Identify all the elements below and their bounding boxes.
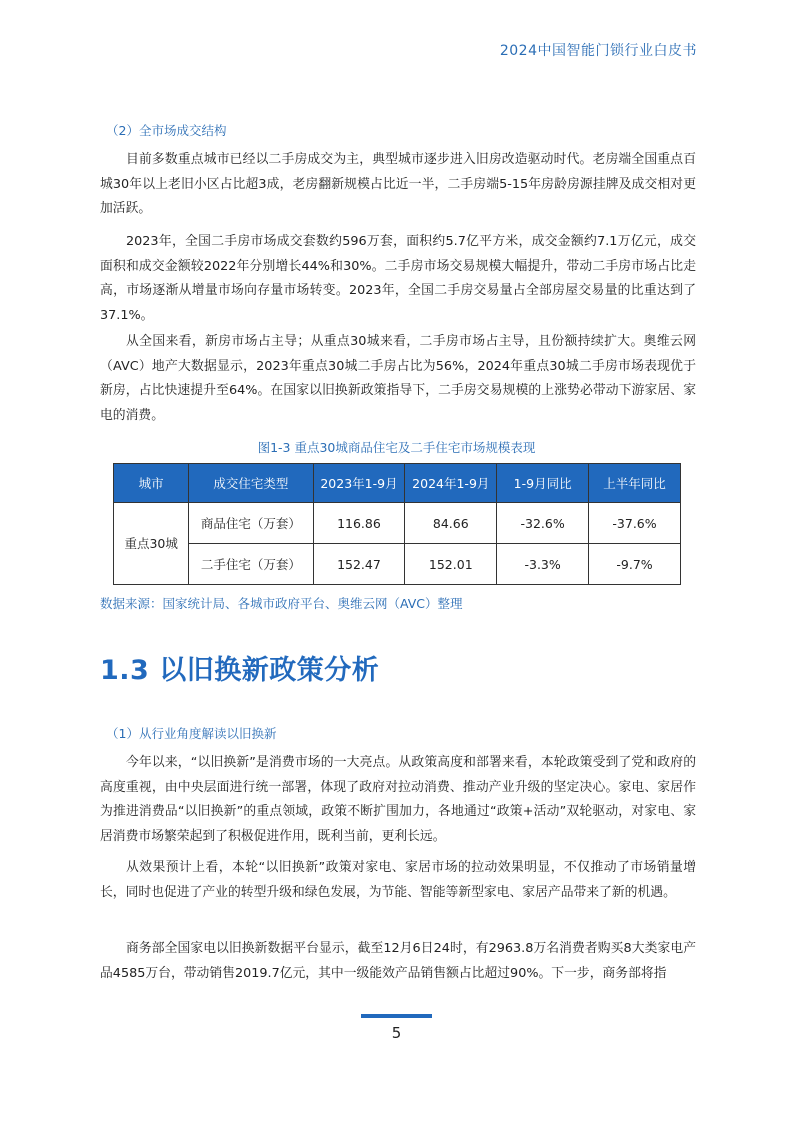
type-cell: 二手住宅（万套） (189, 544, 313, 585)
document-header-title: 2024中国智能门锁行业白皮书 (499, 43, 697, 59)
city-cell: 重点30城 (114, 503, 189, 585)
column-header-2024: 2024年1-9月 (405, 464, 497, 503)
column-header-city: 城市 (114, 464, 189, 503)
yoy-cell: -32.6% (497, 503, 589, 544)
table-row (114, 503, 681, 544)
data-source-note: 数据来源：国家统计局、各城市政府平台、奥维云网（AVC）整理 (100, 596, 463, 611)
column-header-h1: 上半年同比 (589, 464, 681, 503)
value-2023-cell: 116.86 (313, 503, 405, 544)
table-caption: 图1-3 重点30城商品住宅及二手住宅市场规模表现 (257, 440, 536, 455)
type-cell: 商品住宅（万套） (189, 503, 313, 544)
value-2024-cell: 152.01 (405, 544, 497, 585)
table-header-row (114, 464, 681, 503)
table-row (114, 544, 681, 585)
market-scale-table (113, 463, 681, 585)
paragraph-market-1: 目前多数重点城市已经以二手房成交为主，典型城市逐步进入旧房改造驱动时代。老房端全国重点百城30年以上老旧小区占比超3成，老房翻新规模占比近一半，二手房端5-15年房龄房源挂牌及成交相对更加活跃。 (100, 152, 696, 216)
column-header-yoy: 1-9月同比 (497, 464, 589, 503)
paragraph-market-2: 2023年，全国二手房市场成交套数约596万套，面积约5.7亿平方米，成交金额约7.1万亿元，成交面积和成交金额较2022年分别增长44%和30%。二手房市场交易规模大幅提升，带动二手房市场占比走高，市场逐渐从增量市场向存量市场转变。2023年，全国二手房交易量占全部房屋交易量的比重达到了37.1%。 (100, 234, 696, 323)
page-number: 5 (391, 1024, 402, 1042)
footer-accent-bar (361, 1014, 432, 1018)
subsection-title-trade-in: （1）从行业角度解读以旧换新 (106, 726, 277, 741)
section-heading: 1.3 以旧换新政策分析 (100, 655, 380, 686)
paragraph-policy-2: 从效果预计上看，本轮“以旧换新”政策对家电、家居市场的拉动效果明显，不仅推动了市场销量增长，同时也促进了产业的转型升级和绿色发展，为节能、智能等新型家电、家居产品带来了新的机遇。 (100, 860, 696, 900)
value-2023-cell: 152.47 (313, 544, 405, 585)
column-header-2023: 2023年1-9月 (313, 464, 405, 503)
paragraph-policy-1: 今年以来，“以旧换新”是消费市场的一大亮点。从政策高度和部署来看，本轮政策受到了党和政府的高度重视，由中央层面进行统一部署，体现了政府对拉动消费、推动产业升级的坚定决心。家电、家居作为推进消费品“以旧换新”的重点领域，政策不断扩围加力，各地通过“政策+活动”双轮驱动，对家电、家居消费市场繁荣起到了积极促进作用，既利当前，更利长远。 (100, 755, 696, 844)
paragraph-market-3: 从全国来看，新房市场占主导；从重点30城来看，二手房市场占主导，且份额持续扩大。奥维云网（AVC）地产大数据显示，2023年重点30城二手房占比为56%，2024年重点30城二手房市场表现优于新房，占比快速提升至64%。在国家以旧换新政策指导下，二手房交易规模的上涨势必带动下游家居、家电的消费。 (100, 334, 696, 423)
yoy-cell: -3.3% (497, 544, 589, 585)
h1-cell: -37.6% (589, 503, 681, 544)
column-header-type: 成交住宅类型 (189, 464, 313, 503)
h1-cell: -9.7% (589, 544, 681, 585)
paragraph-policy-3: 商务部全国家电以旧换新数据平台显示，截至12月6日24时，有2963.8万名消费者购买8大类家电产品4585万台，带动销售2019.7亿元，其中一级能效产品销售额占比超过90%。下一步，商务部将指 (100, 941, 696, 981)
value-2024-cell: 84.66 (405, 503, 497, 544)
subsection-title-market-structure: （2）全市场成交结构 (106, 123, 227, 138)
